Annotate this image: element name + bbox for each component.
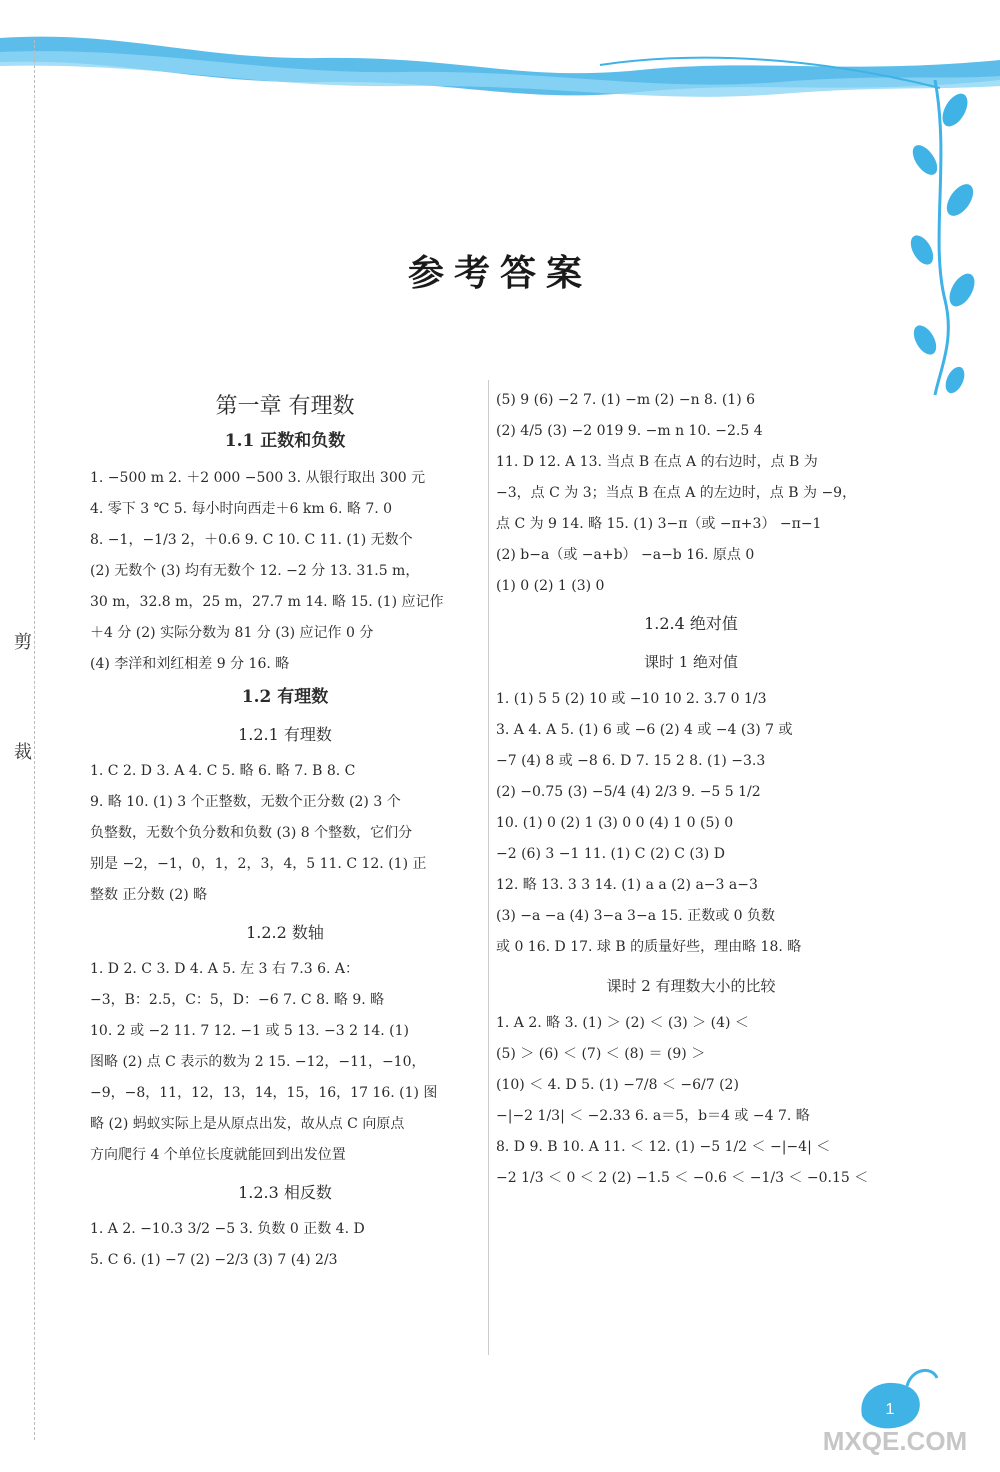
- answer-line: 负整数，无数个负分数和负数 (3) 8 个整数，它们分: [90, 825, 413, 841]
- answer-line: 方向爬行 4 个单位长度就能回到出发位置: [90, 1147, 346, 1163]
- answer-line: 1. A 2. −10.3 3/2 −5 3. 负数 0 正数 4. D: [90, 1221, 365, 1237]
- left-column: [90, 385, 480, 1276]
- answer-line: 1. A 2. 略 3. (1) ＞ (2) ＜ (3) ＞ (4) ＜: [496, 1015, 749, 1031]
- answer-line: 3. A 4. A 5. (1) 6 或 −6 (2) 4 或 −4 (3) 7 或: [496, 722, 793, 738]
- answer-line: −2 (6) 3 −1 11. (1) C (2) C (3) D: [496, 846, 725, 862]
- answer-line: 1. −500 m 2. ＋2 000 −500 3. 从银行取出 300 元: [90, 470, 426, 486]
- margin-mark-trim: 裁: [14, 742, 32, 763]
- subsection-heading: 1.2.2 数轴: [246, 923, 324, 942]
- answer-line: 或 0 16. D 17. 球 B 的质量好些，理由略 18. 略: [496, 939, 802, 955]
- answer-line: ＋4 分 (2) 实际分数为 81 分 (3) 应记作 0 分: [90, 625, 374, 641]
- answer-line: 点 C 为 9 14. 略 15. (1) 3−π（或 −π+3） −π−1: [496, 516, 822, 532]
- answer-line: 1. C 2. D 3. A 4. C 5. 略 6. 略 7. B 8. C: [90, 763, 356, 779]
- answer-line: (1) 0 (2) 1 (3) 0: [496, 578, 605, 594]
- answer-line: 整数 正分数 (2) 略: [90, 887, 208, 903]
- answer-line: 12. 略 13. 3 3 14. (1) a a (2) a−3 a−3: [496, 877, 758, 893]
- answer-line: 1. (1) 5 5 (2) 10 或 −10 10 2. 3.7 0 1/3: [496, 691, 767, 707]
- answer-line: 8. −1，−1/3 2，＋0.6 9. C 10. C 11. (1) 无数个: [90, 532, 413, 548]
- subsection-heading: 1.2.1 有理数: [238, 725, 332, 744]
- answer-line: 1. D 2. C 3. D 4. A 5. 左 3 右 7.3 6. A：: [90, 961, 360, 977]
- answer-line: 8. D 9. B 10. A 11. ＜ 12. (1) −5 1/2 ＜ −|−4| ＜: [496, 1139, 831, 1155]
- answer-line: (3) −a −a (4) 3−a 3−a 15. 正数或 0 负数: [496, 908, 776, 924]
- answer-line: −3，点 C 为 3；当点 B 在点 A 的左边时，点 B 为 −9，: [496, 485, 857, 501]
- answer-line: 10. (1) 0 (2) 1 (3) 0 0 (4) 1 0 (5) 0: [496, 815, 734, 831]
- subsection-heading: 1.2.3 相反数: [238, 1183, 332, 1202]
- answer-line: (2) b−a（或 −a+b） −a−b 16. 原点 0: [496, 547, 755, 563]
- answer-line: (10) ＜ 4. D 5. (1) −7/8 ＜ −6/7 (2): [496, 1077, 739, 1093]
- answer-line: 10. 2 或 −2 11. 7 12. −1 或 5 13. −3 2 14. (1): [90, 1023, 409, 1039]
- right-column: [496, 385, 886, 1194]
- answer-line: (5) 9 (6) −2 7. (1) −m (2) −n 8. (1) 6: [496, 392, 756, 408]
- lesson-heading: 课时 2 有理数大小的比较: [606, 977, 776, 995]
- section-heading: 1.1 正数和负数: [224, 431, 346, 451]
- answer-line: (5) ＞ (6) ＜ (7) ＜ (8) ＝ (9) ＞: [496, 1046, 706, 1062]
- answer-line: 略 (2) 蚂蚁实际上是从原点出发，故从点 C 向原点: [90, 1116, 405, 1132]
- answer-line: 11. D 12. A 13. 当点 B 在点 A 的右边时，点 B 为: [496, 454, 818, 470]
- answer-line: 别是 −2，−1，0，1，2，3，4，5 11. C 12. (1) 正: [90, 856, 427, 872]
- column-divider: [488, 380, 489, 1355]
- lesson-heading: 课时 1 绝对值: [643, 653, 739, 671]
- answer-line: 9. 略 10. (1) 3 个正整数，无数个正分数 (2) 3 个: [90, 794, 401, 810]
- subsection-heading: 1.2.4 绝对值: [644, 614, 738, 633]
- answer-line: 30 m，32.8 m，25 m，27.7 m 14. 略 15. (1) 应记作: [90, 594, 444, 610]
- answer-line: −|−2 1/3| ＜ −2.33 6. a＝5，b＝4 或 −4 7. 略: [496, 1108, 810, 1124]
- page-number: 1: [885, 1401, 895, 1418]
- watermark-logo: [810, 1362, 980, 1462]
- answer-line: −9，−8，11，12，13，14，15，16，17 16. (1) 图: [90, 1085, 438, 1101]
- answer-line: 5. C 6. (1) −7 (2) −2/3 (3) 7 (4) 2/3: [90, 1252, 338, 1268]
- page-title: 参考答案: [407, 252, 592, 294]
- answer-line: (4) 李洋和刘红相差 9 分 16. 略: [90, 656, 290, 672]
- margin-mark-cut: 剪: [14, 632, 32, 653]
- answer-line: −2 1/3 ＜ 0 ＜ 2 (2) −1.5 ＜ −0.6 ＜ −1/3 ＜ −0.15 ＜: [496, 1170, 869, 1186]
- answer-line: (2) 4/5 (3) −2 019 9. −m n 10. −2.5 4: [496, 423, 763, 439]
- answer-line: (2) 无数个 (3) 均有无数个 12. −2 分 13. 31.5 m，: [90, 563, 420, 579]
- ribbon-banner: [0, 0, 1000, 420]
- watermark-text: MXQE.COM: [822, 1426, 968, 1456]
- answer-line: −3，B：2.5，C：5，D：−6 7. C 8. 略 9. 略: [90, 992, 385, 1008]
- answer-line: 图略 (2) 点 C 表示的数为 2 15. −12，−11，−10，: [90, 1054, 426, 1070]
- answer-line: (2) −0.75 (3) −5/4 (4) 2/3 9. −5 5 1/2: [496, 784, 761, 800]
- chapter-heading: 第一章 有理数: [215, 394, 355, 419]
- answer-line: 4. 零下 3 ℃ 5. 每小时向西走＋6 km 6. 略 7. 0: [90, 501, 393, 517]
- answer-line: −7 (4) 8 或 −8 6. D 7. 15 2 8. (1) −3.3: [496, 753, 766, 769]
- section-heading: 1.2 有理数: [241, 687, 329, 707]
